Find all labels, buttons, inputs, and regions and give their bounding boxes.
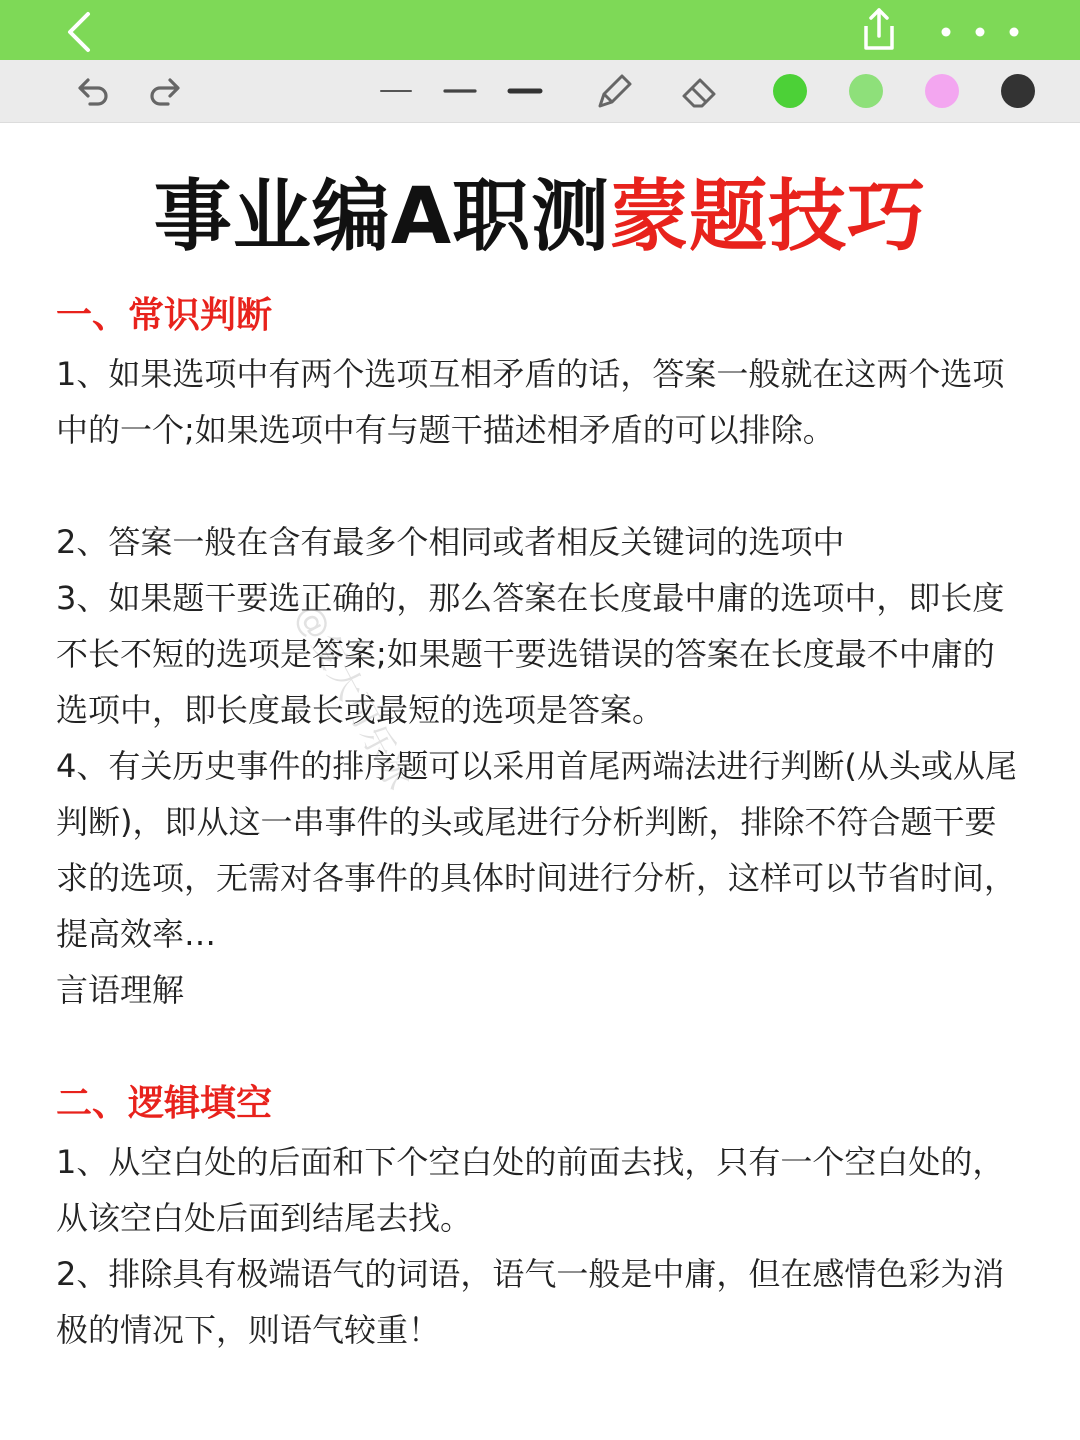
paragraph: 2、排除具有极端语气的词语，语气一般是中庸，但在感情色彩为消极的情况下，则语气较重！: [56, 1255, 1005, 1349]
title-black-part: 事业编A职测: [153, 172, 611, 262]
thick-line-icon[interactable]: [502, 68, 548, 114]
app-header: [0, 0, 1080, 60]
back-chevron-icon[interactable]: [56, 8, 104, 56]
section-heading-logic-fill: 二、逻辑填空: [56, 1083, 273, 1124]
undo-icon[interactable]: [68, 68, 114, 114]
color-swatch-pink[interactable]: [925, 74, 959, 108]
paragraph: 4、有关历史事件的排序题可以采用首尾两端法进行判断(从头或从尾判断)，即从这一串事件的头或尾进行分析判断，排除不符合题干要求的选项，无需对各事件的具体时间进行分析，这样可以节省时间，提高效率…: [56, 747, 1017, 953]
paragraph: 2、答案一般在含有最多个相同或者相反关键词的选项中: [56, 523, 845, 561]
color-swatch-green[interactable]: [773, 74, 807, 108]
paragraph: 言语理解: [56, 971, 185, 1009]
drawing-toolbar: [0, 60, 1080, 123]
share-icon[interactable]: [852, 4, 904, 56]
eraser-icon[interactable]: [676, 68, 722, 114]
paragraph: 1、如果选项中有两个选项互相矛盾的话，答案一般就在这两个选项中的一个;如果选项中有与题干描述相矛盾的可以排除。: [56, 355, 1005, 449]
medium-line-icon[interactable]: [437, 68, 483, 114]
thin-line-icon[interactable]: [373, 68, 419, 114]
page-title: [0, 172, 1080, 262]
paragraph: 3、如果题干要选正确的，那么答案在长度最中庸的选项中，即长度不长不短的选项是答案;如果题干要选错误的答案在长度最不中庸的选项中，即长度最长或最短的选项是答案。: [56, 579, 1005, 729]
paragraph: 1、从空白处的后面和下个空白处的前面去找，只有一个空白处的，从该空白处后面到结尾去找。: [56, 1143, 1005, 1237]
pencil-icon[interactable]: [590, 68, 636, 114]
watermark: @复大可乐冰: [287, 597, 419, 797]
color-swatch-black[interactable]: [1001, 74, 1035, 108]
redo-icon[interactable]: [144, 68, 190, 114]
color-swatch-light-green[interactable]: [849, 74, 883, 108]
section-heading-common-sense: 一、常识判断: [56, 295, 273, 336]
title-red-part: 蒙题技巧: [610, 172, 927, 262]
more-dots-icon[interactable]: [930, 16, 1030, 48]
document-canvas: [0, 124, 1080, 1440]
